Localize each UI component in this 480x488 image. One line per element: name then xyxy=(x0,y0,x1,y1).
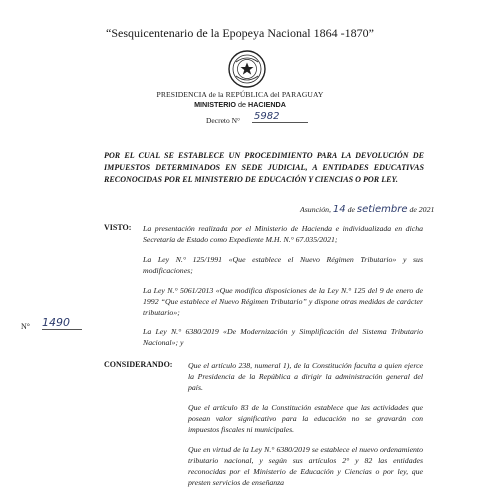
ministry-prefix: MINISTERIO xyxy=(194,100,236,109)
date-day: 14 xyxy=(332,204,346,215)
date-city: Asunción, xyxy=(300,205,331,214)
date-de-2: de xyxy=(409,205,417,214)
date-de-1: de xyxy=(347,205,355,214)
visto-label: VISTO: xyxy=(104,223,132,232)
date-month: setiembre xyxy=(356,204,408,215)
decree-label: Decreto N° xyxy=(206,116,241,125)
visto-paragraph: La Ley N.° 6380/2019 «De Modernización y Simplificación del Sistema Tributario Nacional»; y xyxy=(143,327,423,347)
date-year: 2021 xyxy=(418,205,435,214)
ministry-line xyxy=(0,100,480,109)
national-seal-icon xyxy=(227,49,267,89)
decree-heading: POR EL CUAL SE ESTABLECE UN PROCEDIMIENTO PARA LA DEVOLUCIÓN DE IMPUESTOS DETERMINADOS EN SEDE JUDICIAL, A ENTIDADES EDUCATIVAS RECONOCIDAS POR EL MINISTERIO DE EDUCACIÓN Y CIENCIAS O POR LEY. xyxy=(104,151,424,184)
considerando-paragraph: Que el artículo 83 de la Constitución establece que las actividades que posean valor significativo para la educación no se gravarán con impuestos fiscales ni municipales. xyxy=(188,403,423,434)
ministry-name: HACIENDA xyxy=(248,100,286,109)
visto-paragraph: La Ley N.° 125/1991 «Que establece el Nuevo Régimen Tributario» y sus modificaciones; xyxy=(143,255,423,275)
presidency-line: PRESIDENCIA de la REPÚBLICA del PARAGUAY xyxy=(156,90,324,99)
visto-paragraph: La Ley N.° 5061/2013 «Que modifica disposiciones de la Ley N.° 125 del 9 de enero de 1992 “Que establece el Nuevo Régimen Tributario” y dispone otras medidas de carácter tributario»; xyxy=(143,286,423,317)
decree-number-line xyxy=(206,111,280,125)
considerando-paragraph: Que el artículo 238, numeral 1), de la Constitución faculta a quien ejerce la Presidencia de la República a dirigir la administración general del país. xyxy=(188,361,423,392)
considerando-label: CONSIDERANDO: xyxy=(104,360,173,369)
margin-number xyxy=(21,316,70,331)
considerando-paragraph: Que en virtud de la Ley N.° 6380/2019 se establece el nuevo ordenamiento tributario nacional, y según sus artículos 2° y 82 las entidades reconocidas por el Ministerio de Educación y Ciencias o por ley, que presten servicios de enseñanza xyxy=(188,445,423,487)
motto-line: “Sesquicentenario de la Epopeya Nacional 1864 -1870” xyxy=(106,26,374,40)
visto-paragraph: La presentación realizada por el Ministerio de Hacienda e individualizada en dicha Secretaría de Estado como Expediente M.H. N.° 67.035/2021; xyxy=(143,224,423,244)
dateline xyxy=(300,204,480,215)
ministry-de: de xyxy=(238,100,246,109)
margin-number-label: N° xyxy=(21,322,30,331)
decree-number: 5982 xyxy=(252,111,308,123)
margin-number-value: 1490 xyxy=(42,316,82,330)
